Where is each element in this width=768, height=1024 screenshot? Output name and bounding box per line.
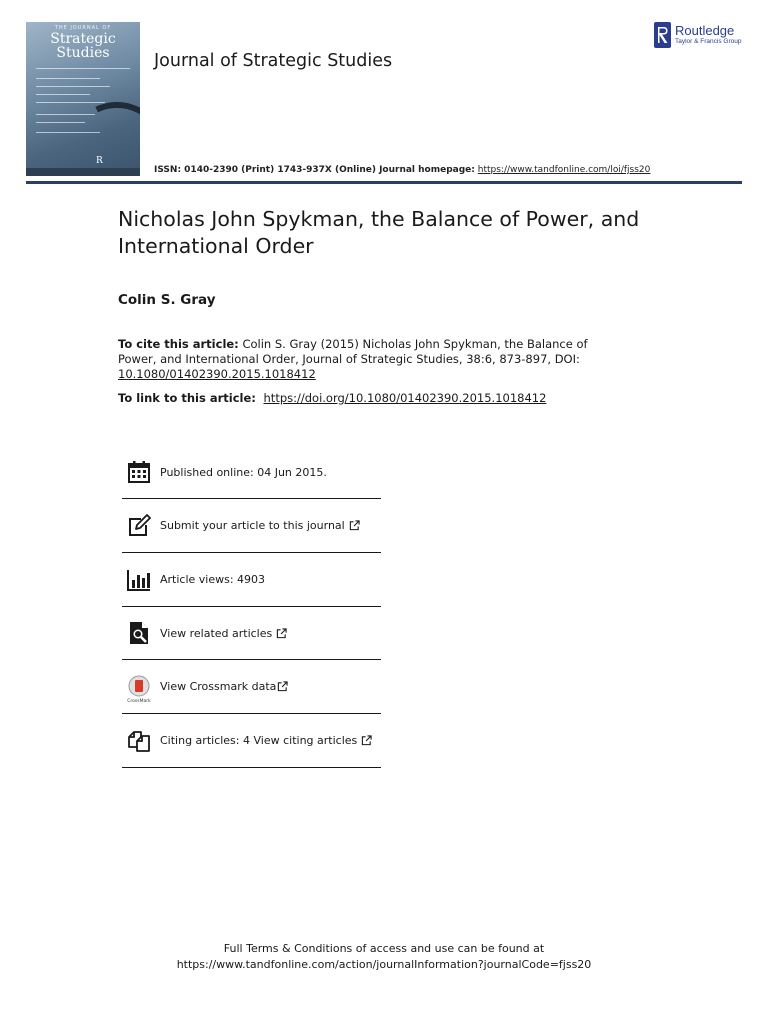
citation-block	[118, 337, 588, 382]
calendar-icon	[127, 460, 151, 484]
article-title: Nicholas John Spykman, the Balance of Power, and International Order	[118, 207, 640, 258]
routledge-r-icon	[654, 22, 671, 48]
cite-doi-link[interactable]: 10.1080/01402390.2015.1018412	[118, 367, 316, 381]
crossmark-link[interactable]: View Crossmark data	[160, 680, 277, 693]
crossmark-icon	[127, 675, 151, 703]
journal-homepage-link[interactable]: https://www.tandfonline.com/loi/fjss20	[477, 165, 651, 175]
journal-title: Journal of Strategic Studies	[154, 51, 393, 71]
cite-text: Colin S. Gray (2015) Nicholas John Spykman, the Balance of Power, and International Order, Journal of Strategic Studies, 38:6, 873-897, DOI:	[118, 337, 588, 366]
citing-articles-link[interactable]: Citing articles: 4 View citing articles	[160, 734, 358, 747]
related-articles-row[interactable]	[122, 607, 381, 660]
footer-terms-link[interactable]: https://www.tandfonline.com/action/journalInformation?journalCode=fjss20	[176, 958, 592, 971]
cite-label: To cite this article:	[118, 337, 239, 351]
published-online-row	[122, 446, 381, 499]
citing-documents-icon	[127, 729, 151, 753]
article-doi-link[interactable]: https://doi.org/10.1080/01402390.2015.1018412	[263, 391, 547, 405]
link-label: To link to this article:	[118, 391, 256, 405]
publisher-name: Routledge	[675, 23, 735, 38]
article-author: Colin S. Gray	[118, 292, 216, 308]
submit-article-row[interactable]	[122, 499, 381, 553]
external-link-icon	[349, 520, 360, 531]
submit-article-link[interactable]: Submit your article to this journal	[160, 519, 345, 532]
document-search-icon	[127, 621, 151, 645]
published-online-text: Published online: 04 Jun 2015.	[160, 465, 327, 479]
footer-line1: Full Terms & Conditions of access and use can be found at	[223, 942, 545, 955]
publisher-subname: Taylor & Francis Group	[675, 38, 742, 45]
header-divider	[26, 181, 742, 184]
article-info-list	[122, 446, 381, 768]
issn-line	[154, 165, 650, 175]
article-views-row	[122, 553, 381, 607]
journal-cover-image: THE JOURNAL OF Strategic Studies R	[26, 22, 140, 176]
cover-series-line: THE JOURNAL OF	[54, 25, 112, 31]
issn-label: ISSN: 0140-2390 (Print) 1743-937X (Online) Journal homepage:	[154, 165, 475, 175]
crossmark-logo-text: CrossMark	[127, 698, 151, 703]
footer-terms	[0, 941, 768, 973]
crossmark-row[interactable]	[122, 660, 381, 714]
routledge-logo	[654, 22, 748, 52]
external-link-icon	[277, 681, 288, 692]
bar-chart-icon	[127, 568, 151, 592]
cover-title-line2: Studies	[56, 45, 110, 61]
external-link-icon	[276, 628, 287, 639]
citing-articles-row[interactable]	[122, 714, 381, 768]
article-views-text: Article views: 4903	[160, 573, 266, 586]
cover-title-line1: Strategic	[50, 31, 116, 47]
external-link-icon	[361, 735, 372, 746]
related-articles-link[interactable]: View related articles	[160, 626, 273, 640]
edit-icon	[127, 514, 151, 538]
link-block	[118, 391, 546, 405]
